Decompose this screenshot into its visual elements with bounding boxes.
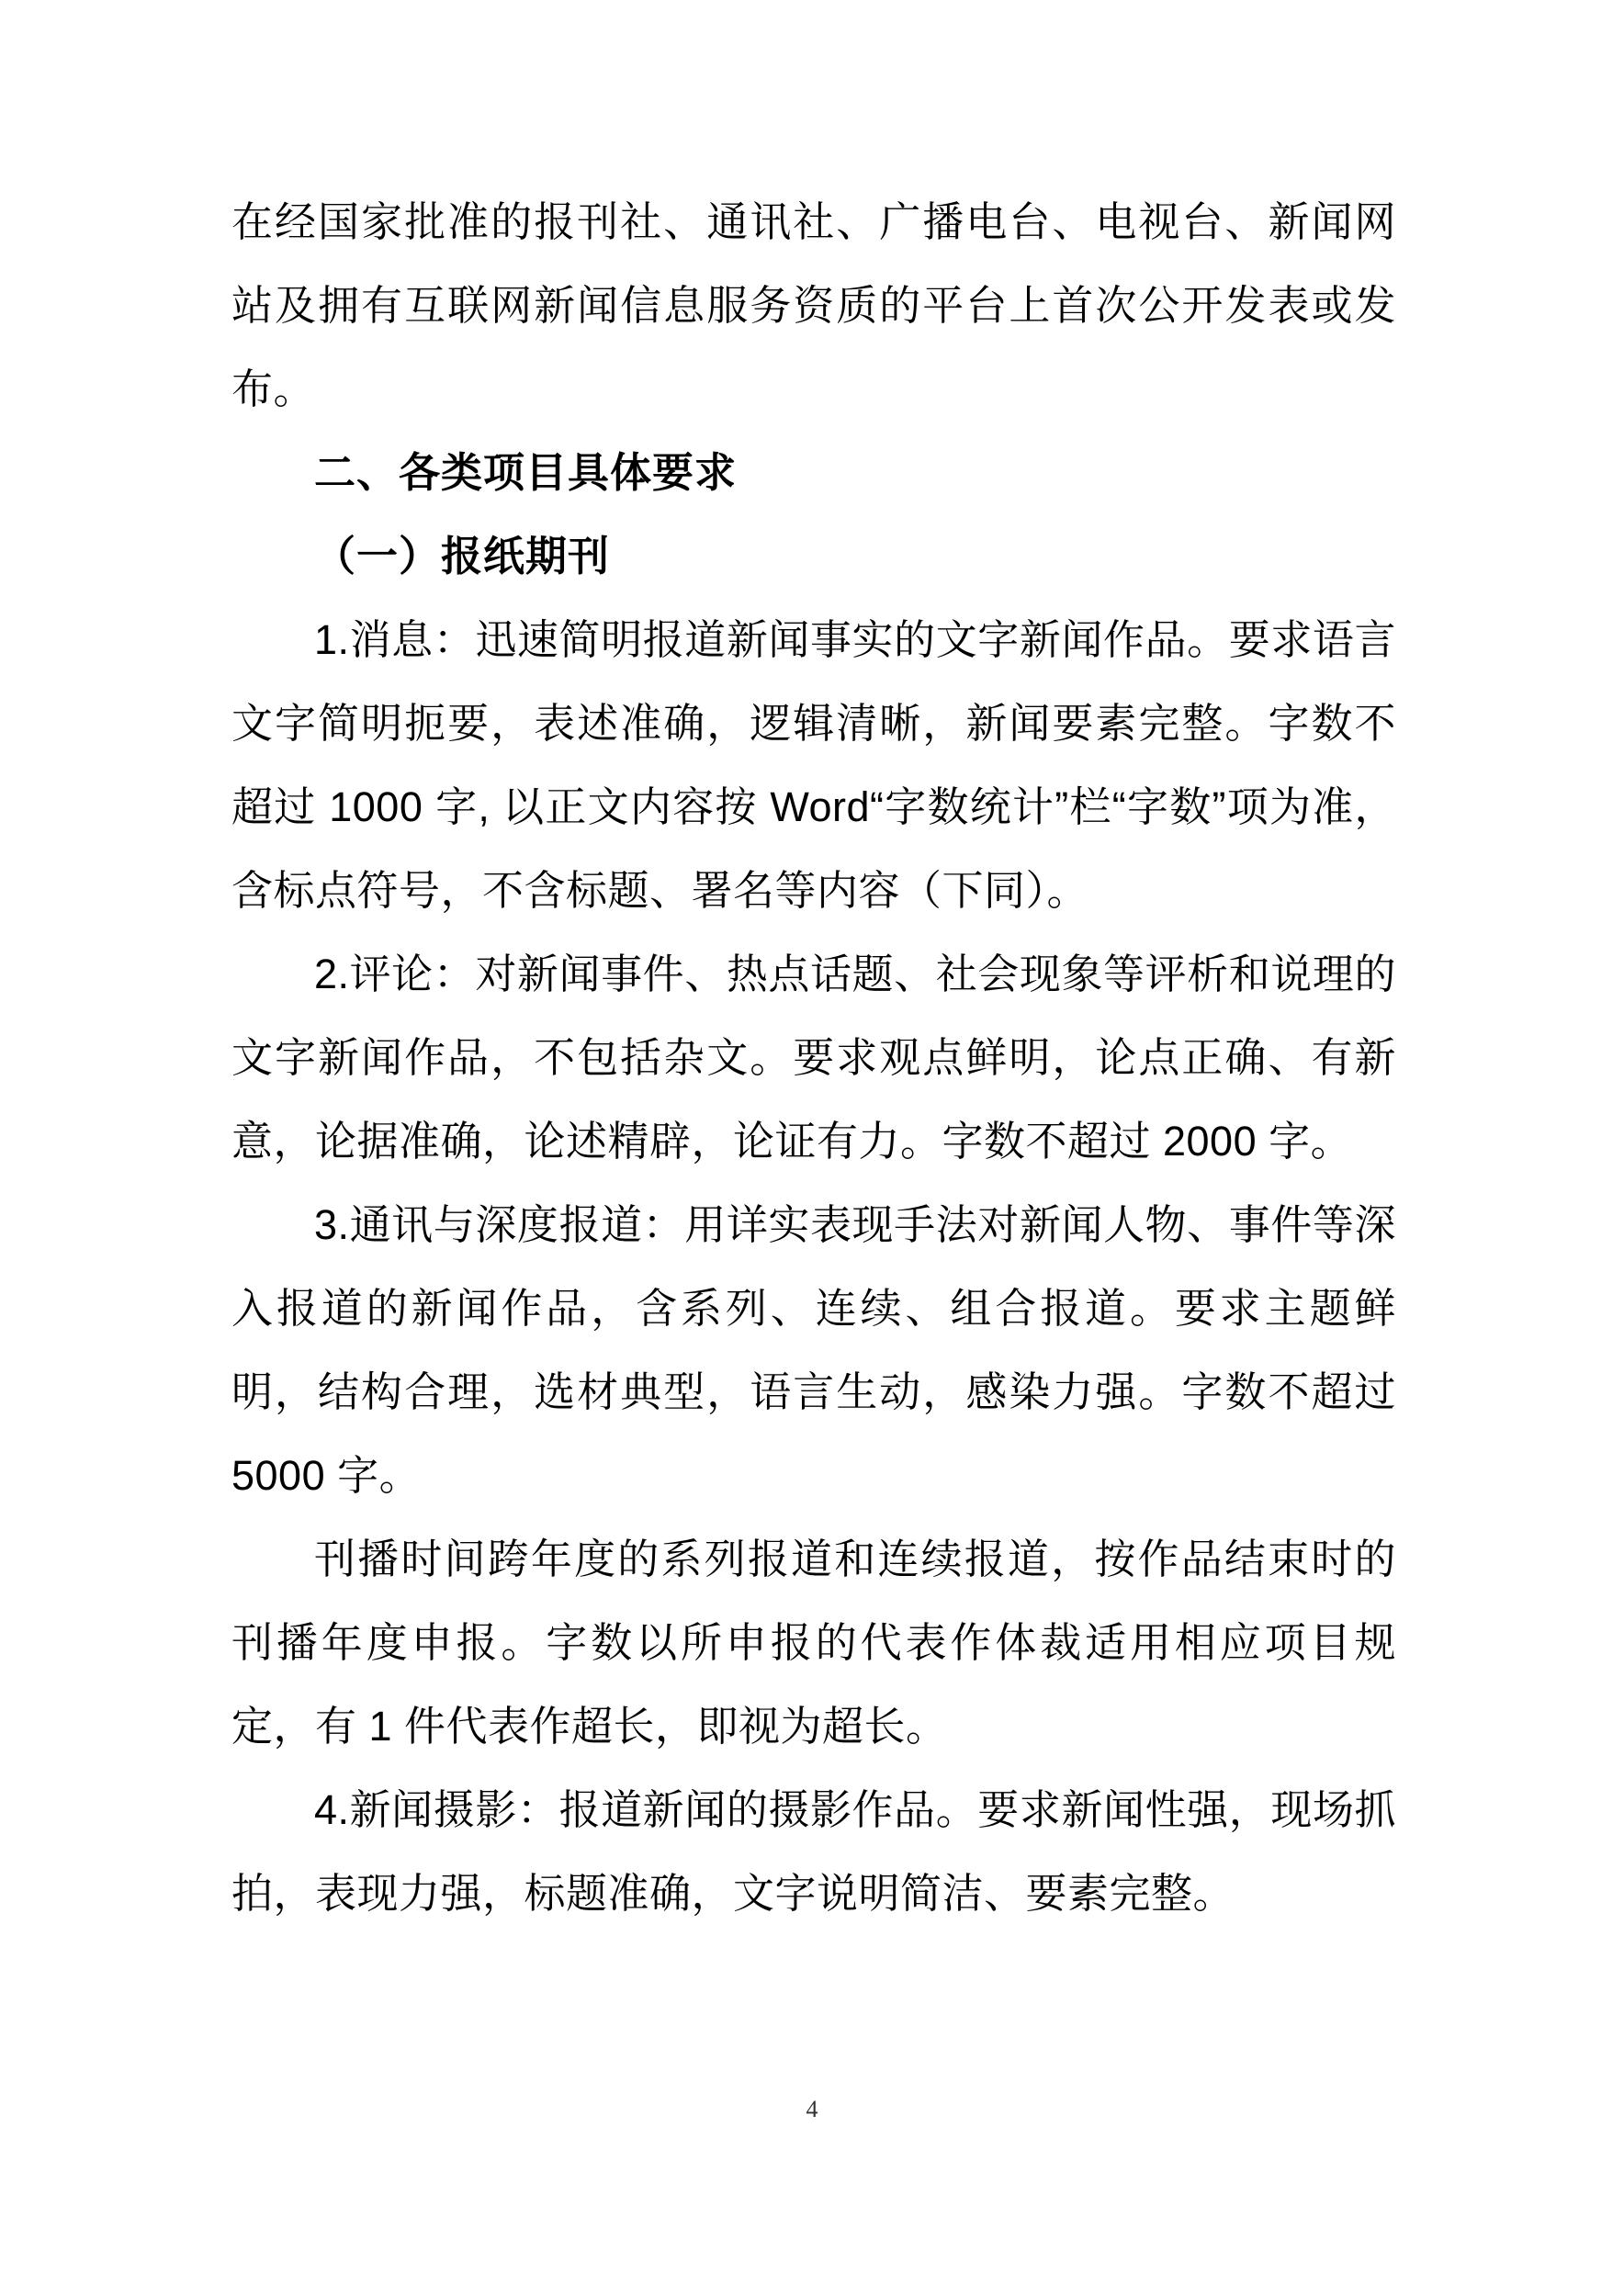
paragraph-item-1: 1.消息：迅速简明报道新闻事实的文字新闻作品。要求语言文字简明扼要，表述准确，逻辑清晰，新闻要素完整。字数不超过 1000 字, 以正文内容按 Word“字数统计”栏“字数”项为准，含标点符号，不含标题、署名等内容（下同）。 <box>231 616 1396 914</box>
paragraph-opening: 在经国家批准的报刊社、通讯社、广播电台、电视台、新闻网站及拥有互联网新闻信息服务资质的平台上首次公开发表或发布。 <box>231 198 1396 412</box>
page-number: 4 <box>806 2096 818 2122</box>
paragraph-cross-year: 刊播时间跨年度的系列报道和连续报道，按作品结束时的刊播年度申报。字数以所申报的代表作体裁适用相应项目规定，有 1 件代表作超长，即视为超长。 <box>231 1536 1396 1750</box>
heading-subsection-one: （一）报纸期刊 <box>314 533 611 580</box>
paragraph-item-2: 2.评论：对新闻事件、热点话题、社会现象等评析和说理的文字新闻作品，不包括杂文。要求观点鲜明，论点正确、有新意，论据准确，论述精辟，论证有力。字数不超过 2000 字。 <box>231 951 1396 1165</box>
document-body <box>231 180 1409 1935</box>
paragraph-item-4: 4.新闻摄影：报道新闻的摄影作品。要求新闻性强，现场抓拍，表现力强，标题准确，文字说明简洁、要素完整。 <box>231 1786 1396 1917</box>
paragraph-item-3: 3.通讯与深度报道：用详实表现手法对新闻人物、事件等深入报道的新闻作品，含系列、连续、组合报道。要求主题鲜明，结构合理，选材典型，语言生动，感染力强。字数不超过 5000 字。 <box>231 1201 1409 1499</box>
heading-section-two: 二、各类项目具体要求 <box>314 449 738 496</box>
